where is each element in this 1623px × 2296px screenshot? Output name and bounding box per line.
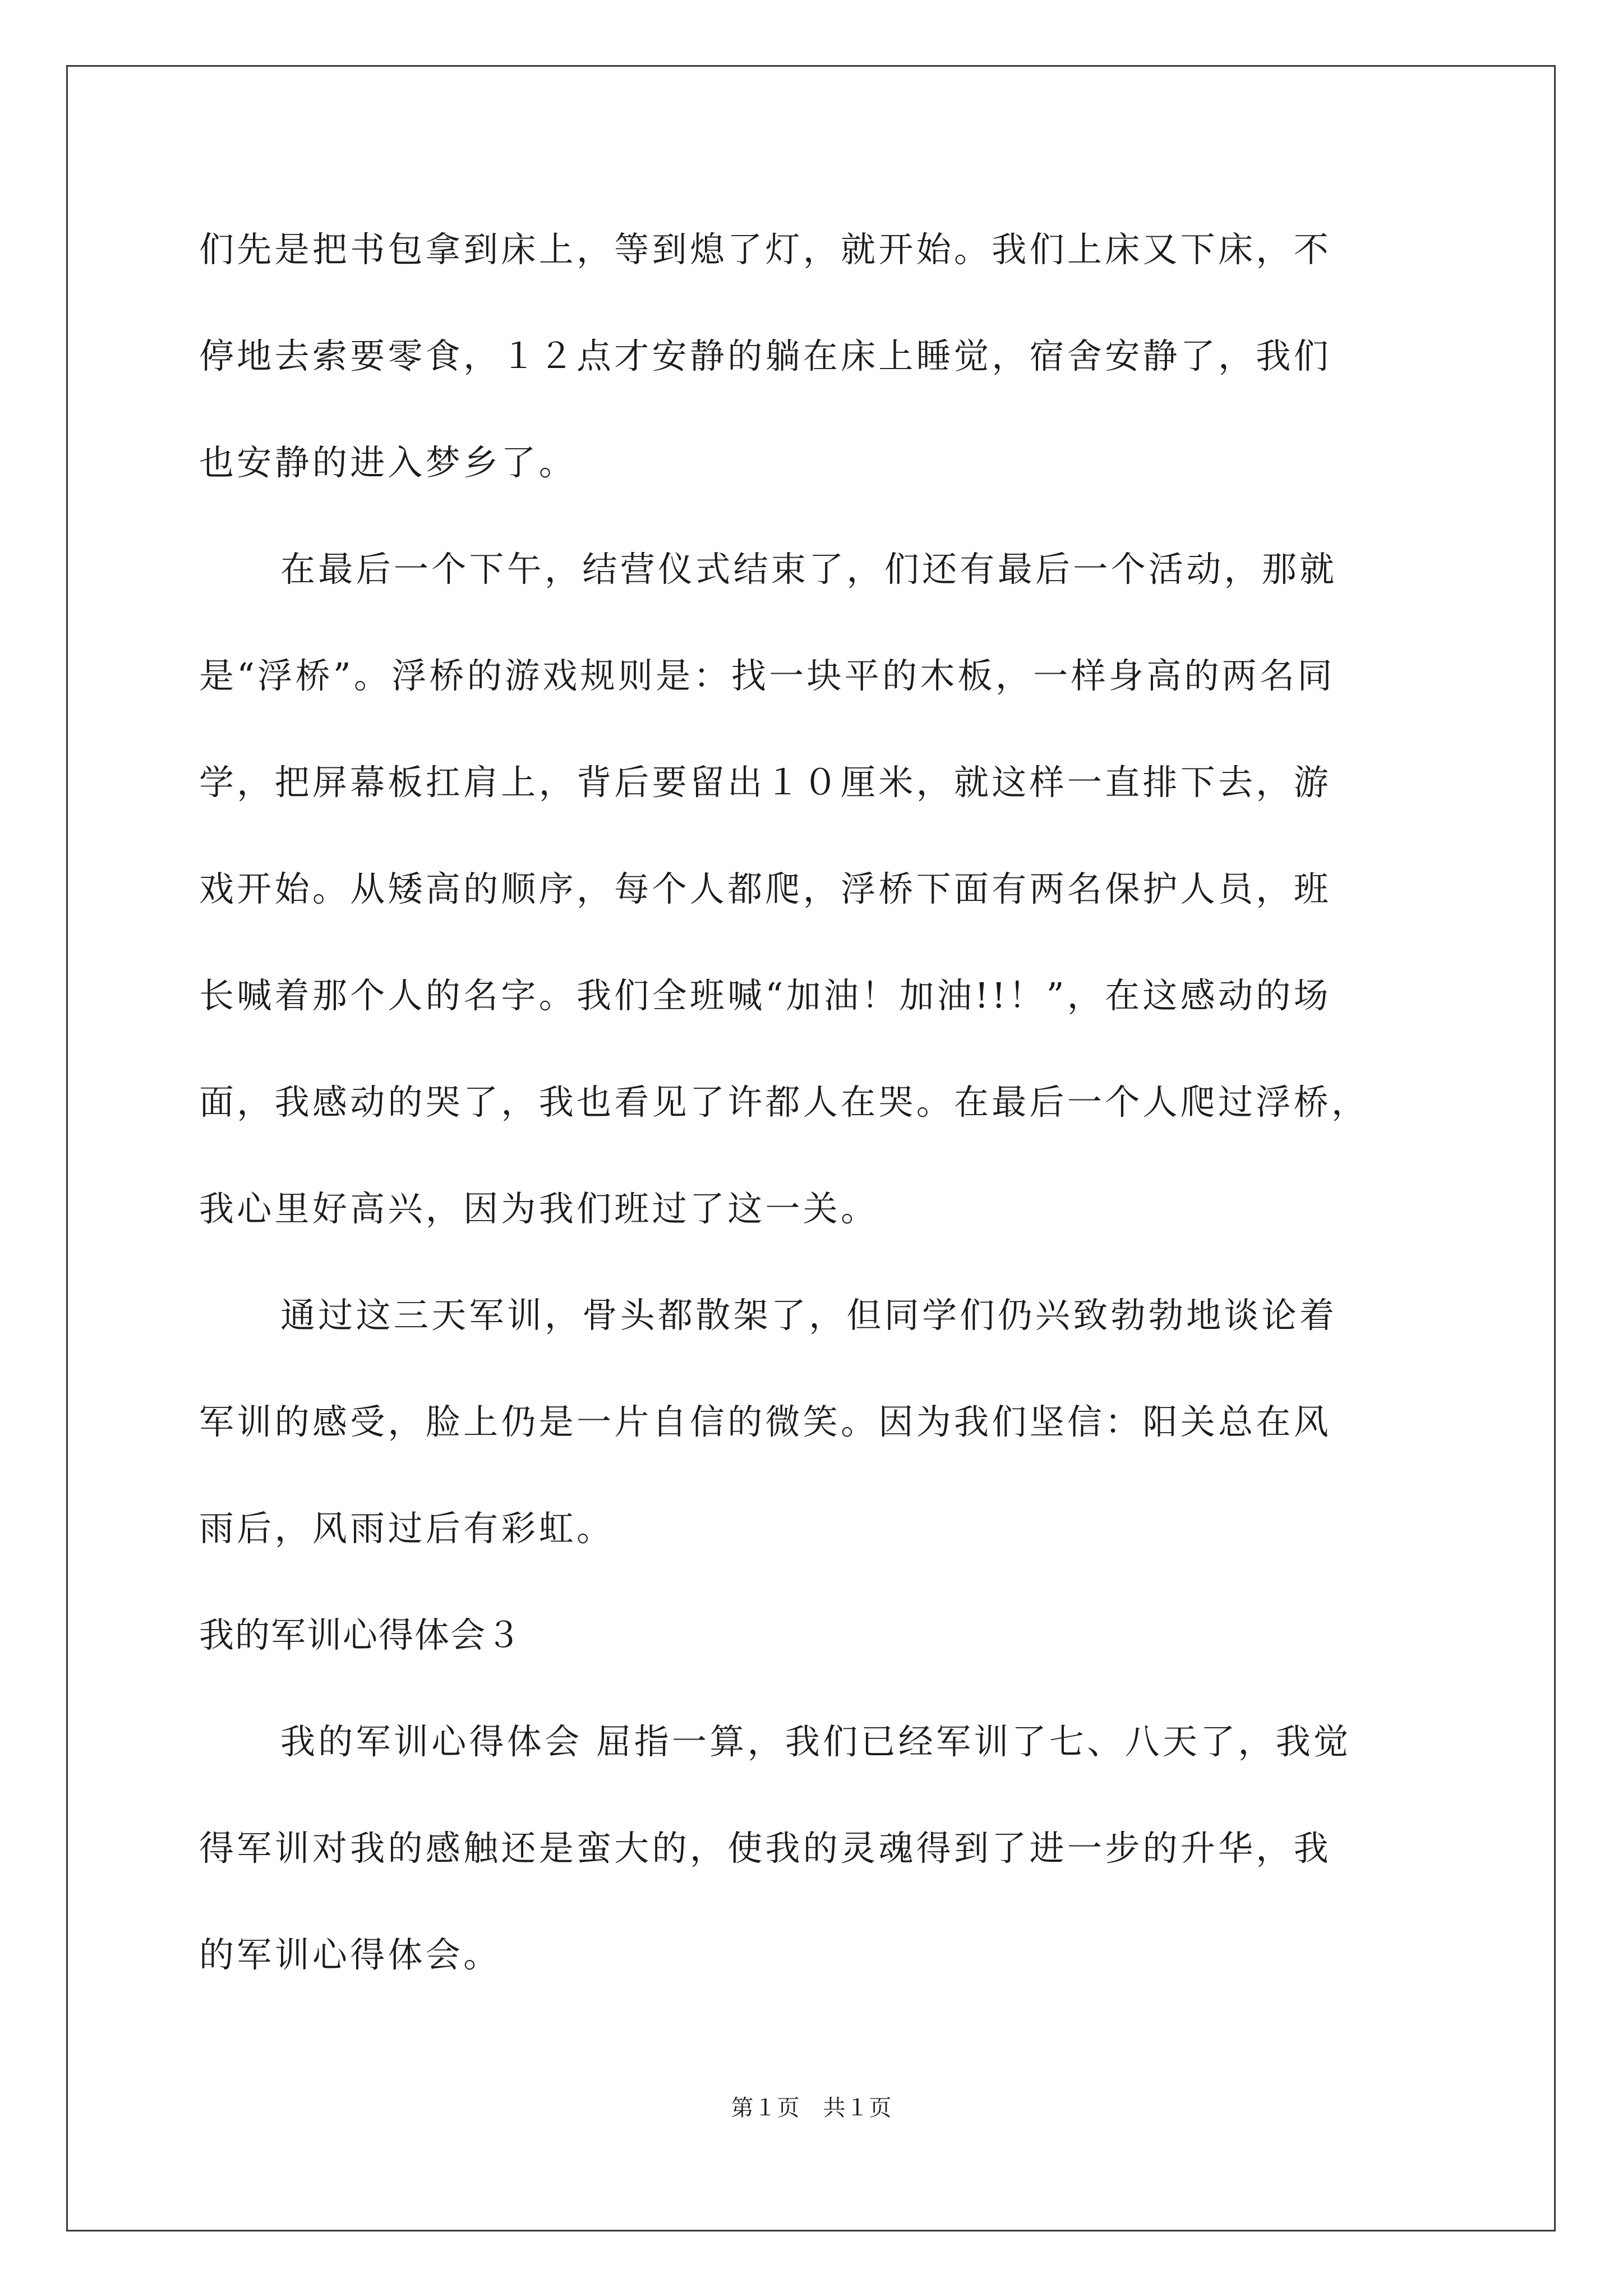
page-footer: 第１页 共１页 xyxy=(731,2095,892,2121)
paragraph-line: 在最后一个下午，结营仪式结束了，们还有最后一个活动，那就 xyxy=(280,549,1338,590)
paragraph-line: 也安静的进入梦乡了。 xyxy=(199,442,577,483)
paragraph-line: 面，我感动的哭了，我也看见了许都人在哭。在最后一个人爬过浮桥， xyxy=(199,1082,1370,1122)
paragraph-line: 长喊着那个人的名字。我们全班喊“加油！加油!!！”，在这感动的场 xyxy=(199,975,1331,1016)
paragraph-line: 我的军训心得体会 屈指一算，我们已经军训了七、八天了，我觉 xyxy=(280,1721,1352,1762)
paragraph-line: 的军训心得体会。 xyxy=(199,1934,501,1975)
paragraph-line: 们先是把书包拿到床上，等到熄了灯，就开始。我们上床又下床，不 xyxy=(199,229,1332,270)
paragraph-line: 戏开始。从矮高的顺序，每个人都爬，浮桥下面有两名保护人员，班 xyxy=(199,868,1332,909)
paragraph-line: 通过这三天军训，骨头都散架了，但同学们仍兴致勃勃地谈论着 xyxy=(280,1295,1338,1336)
paragraph-line: 我心里好高兴，因为我们班过了这一关。 xyxy=(199,1188,879,1229)
paragraph-line: 得军训对我的感触还是蛮大的，使我的灵魂得到了进一步的升华，我 xyxy=(199,1828,1332,1869)
document-body xyxy=(199,216,1419,2028)
section-heading: 我的军训心得体会３ xyxy=(199,1614,523,1655)
paragraph-line: 学，把屏幕板扛肩上，背后要留出１０厘米，就这样一直排下去，游 xyxy=(199,762,1332,803)
paragraph-line: 停地去索要零食，１２点才安静的躺在床上睡觉，宿舍安静了，我们 xyxy=(199,335,1332,376)
paragraph-line: 是“浮桥”。浮桥的游戏规则是：找一块平的木板，一样身高的两名同 xyxy=(199,655,1335,696)
paragraph-line: 雨后，风雨过后有彩虹。 xyxy=(199,1508,615,1549)
paragraph-line: 军训的感受，脸上仍是一片自信的微笑。因为我们坚信：阳关总在风 xyxy=(199,1401,1332,1442)
